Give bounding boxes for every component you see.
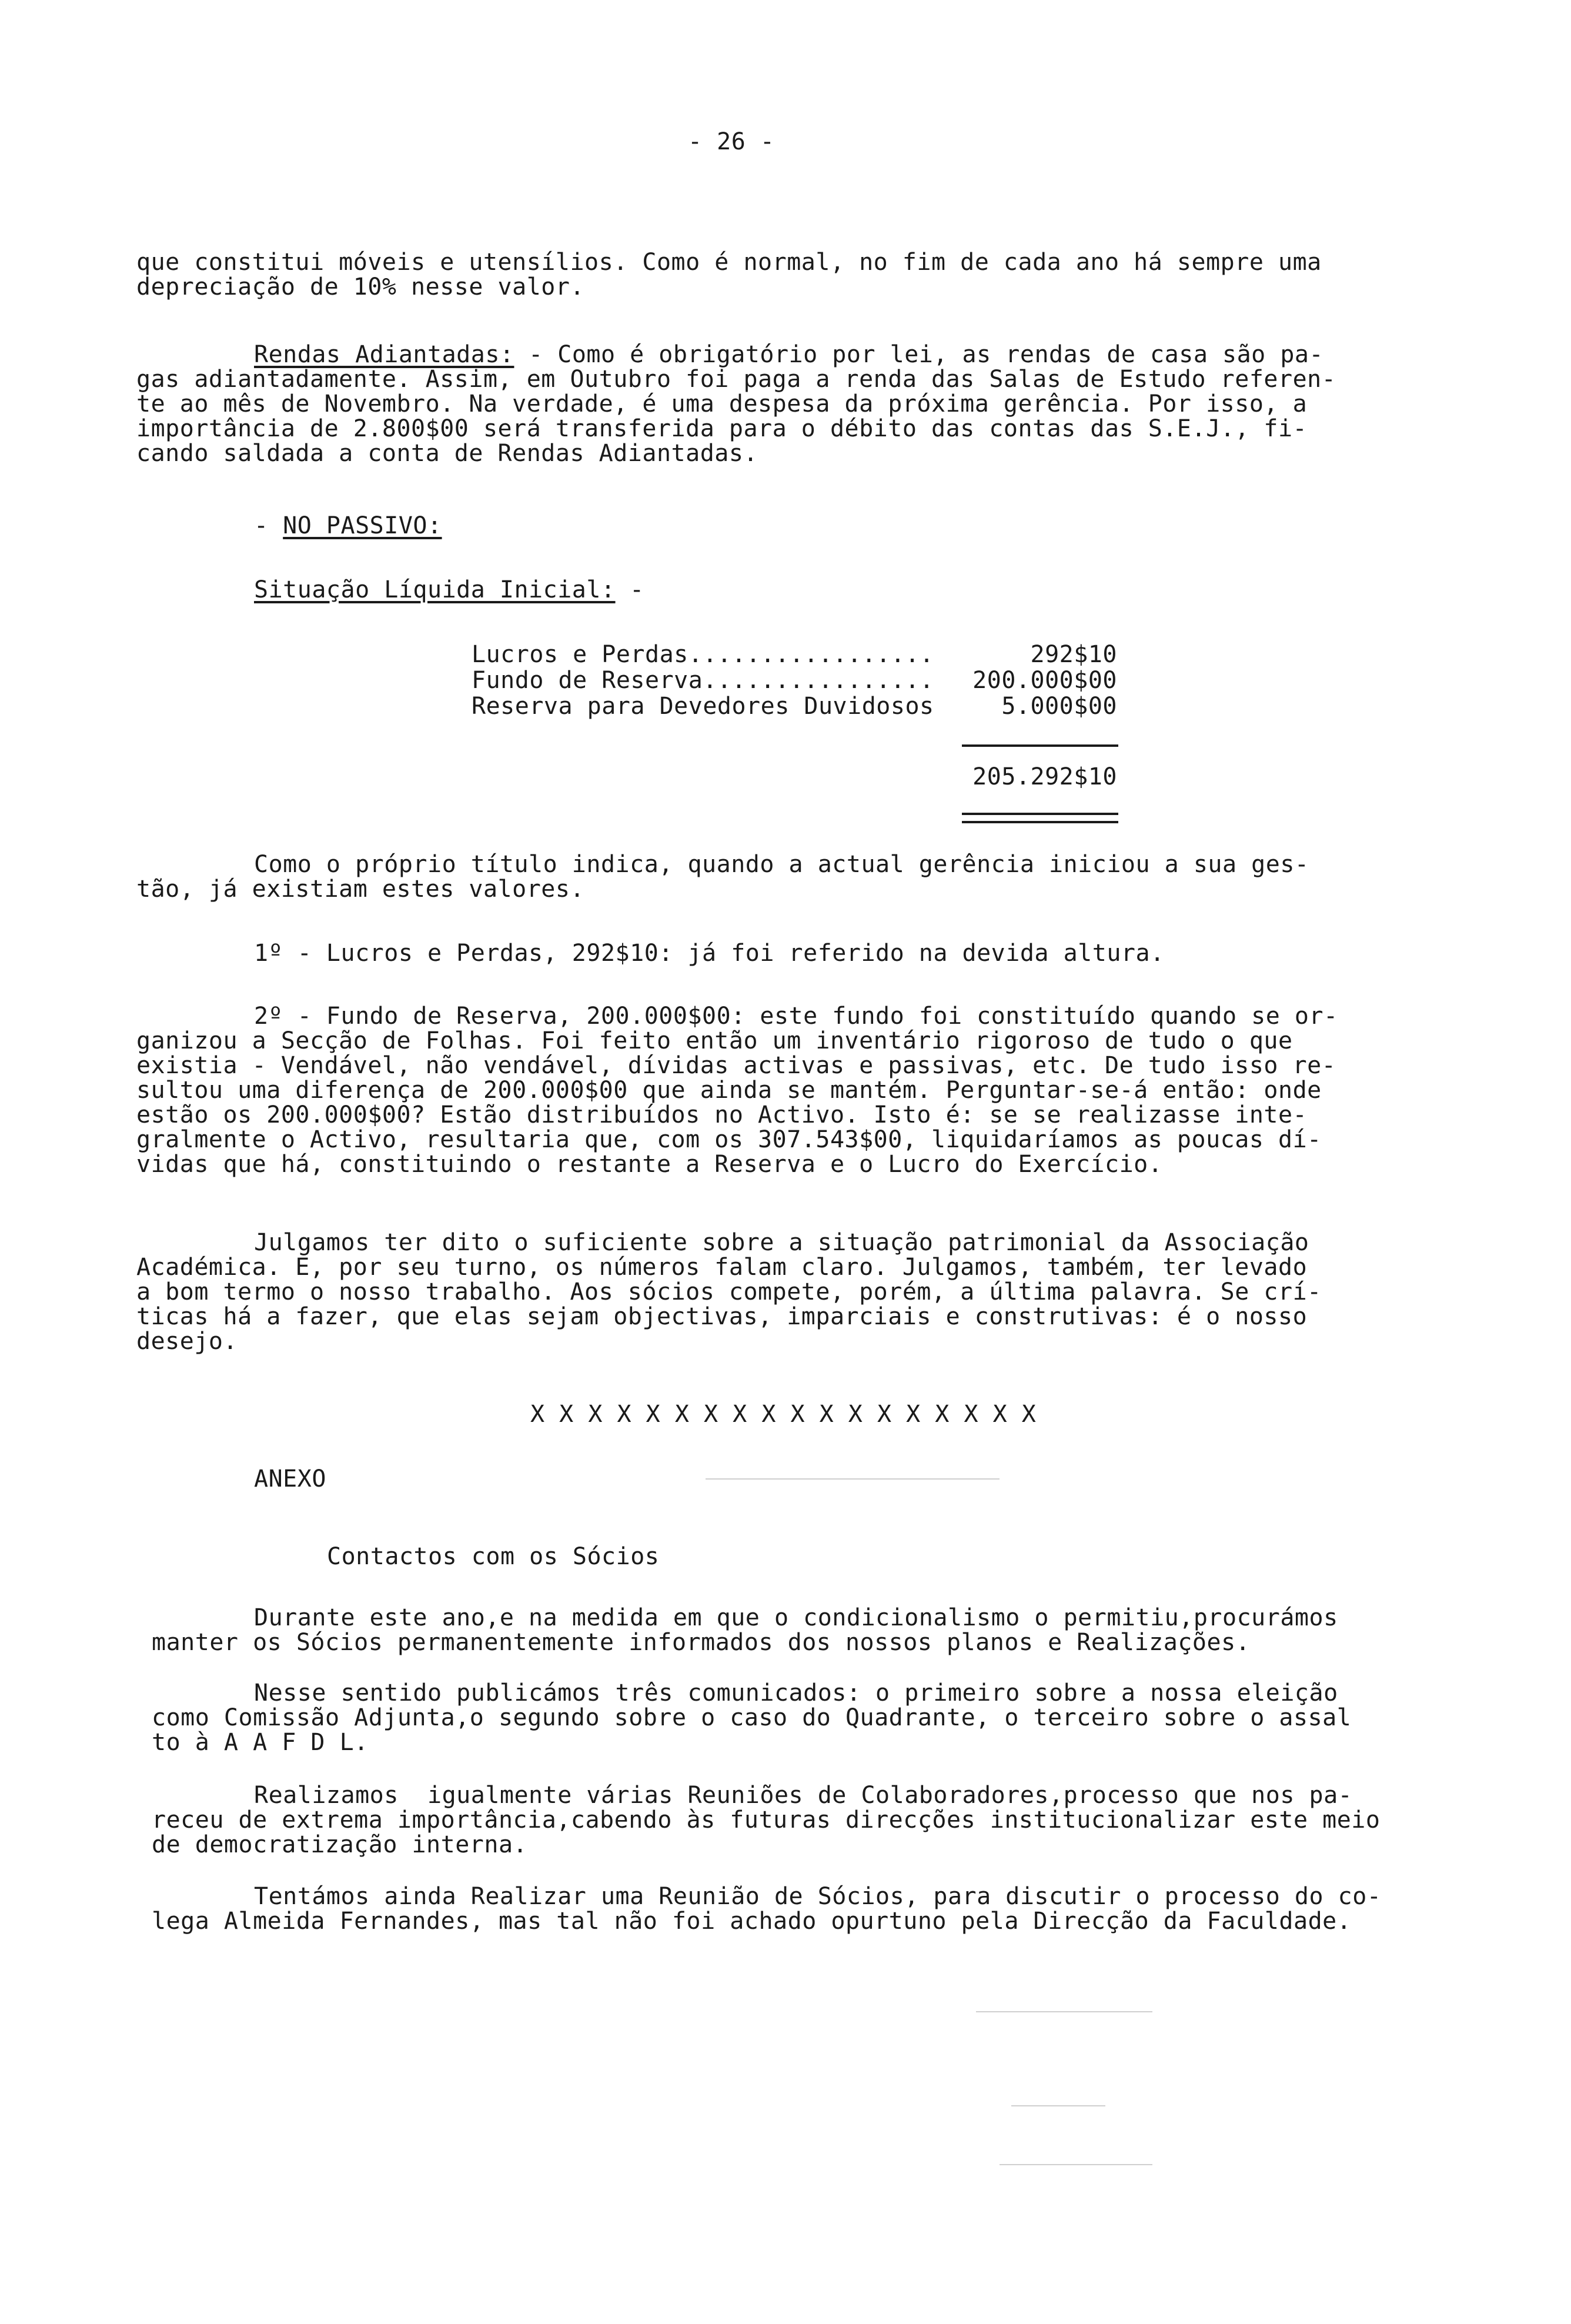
- heading-dash: -: [254, 512, 283, 539]
- section-heading-passivo: [254, 513, 442, 538]
- paragraph-line: Julgamos ter dito o suficiente sobre a situação patrimonial da Associação: [254, 1229, 1309, 1256]
- paragraph-line: receu de extrema importância,cabendo às futuras direcções institucionalizar este meio: [152, 1807, 1381, 1834]
- heading-label: NO PASSIVO:: [283, 512, 442, 539]
- paragraph-line: como Comissão Adjunta,o segundo sobre o caso do Quadrante, o terceiro sobre o assal: [152, 1704, 1352, 1731]
- paragraph-text: - Como é obrigatório por lei, as rendas de casa são pa-: [514, 341, 1324, 368]
- ledger-row-value: 292$10: [1030, 641, 1117, 668]
- paragraph-line: 1º - Lucros e Perdas, 292$10: já foi referido na devida altura.: [254, 940, 1165, 967]
- scan-artifact: [976, 2011, 1152, 2012]
- paragraph-line: que constitui móveis e utensílios. Como é normal, no fim de cada ano há sempre uma: [136, 249, 1322, 276]
- paragraph-line: Tentámos ainda Realizar uma Reunião de Sócios, para discutir o processo do co-: [254, 1883, 1382, 1910]
- paragraph-line: importância de 2.800$00 será transferida para o débito das contas das S.E.J., fi-: [136, 415, 1308, 442]
- ledger-row-label: Lucros e Perdas.................: [472, 641, 934, 668]
- section-heading-situacao: [254, 577, 644, 602]
- scan-artifact: [706, 1478, 1000, 1480]
- paragraph-line: Durante este ano,e na medida em que o condicionalismo o permitiu,procurámos: [254, 1604, 1338, 1631]
- paragraph-line: manter os Sócios permanentemente informados dos nossos planos e Realizações.: [152, 1629, 1251, 1656]
- paragraph-line: tão, já existiam estes valores.: [136, 876, 585, 903]
- scan-artifact: [1011, 2105, 1105, 2106]
- section-heading-contactos: Contactos com os Sócios: [327, 1543, 660, 1570]
- ledger-double-rule-bottom: [962, 821, 1118, 823]
- paragraph-line: Académica. E, por seu turno, os números falam claro. Julgamos, também, ter levado: [136, 1254, 1308, 1281]
- paragraph-line: lega Almeida Fernandes, mas tal não foi achado opurtuno pela Direcção da Faculdade.: [152, 1908, 1352, 1935]
- paragraph-line: gas adiantadamente. Assim, em Outubro foi paga a renda das Salas de Estudo referen-: [136, 366, 1336, 393]
- paragraph-line: estão os 200.000$00? Estão distribuídos no Activo. Isto é: se se realizasse inte-: [136, 1101, 1308, 1128]
- ledger-sum-rule: [962, 744, 1118, 747]
- annex-heading: ANEXO: [254, 1465, 326, 1492]
- paragraph-line: de democratização interna.: [152, 1831, 528, 1858]
- ledger-row-value: 5.000$00: [1001, 693, 1117, 720]
- paragraph-line: desejo.: [136, 1328, 238, 1355]
- paragraph-line: gralmente o Activo, resultaria que, com os 307.543$00, liquidaríamos as poucas dí-: [136, 1126, 1322, 1153]
- paragraph-line: ganizou a Secção de Folhas. Foi feito então um inventário rigoroso de tudo o que: [136, 1027, 1293, 1054]
- ledger-double-rule-top: [962, 813, 1118, 815]
- section-heading-rendas: Rendas Adiantadas:: [254, 341, 514, 368]
- paragraph-line: sultou uma diferença de 200.000$00 que ainda se mantém. Perguntar-se-á então: onde: [136, 1077, 1322, 1104]
- ledger-row-label: Reserva para Devedores Duvidosos: [472, 693, 934, 720]
- paragraph-line: vidas que há, constituindo o restante a Reserva e o Lucro do Exercício.: [136, 1151, 1163, 1178]
- paragraph-line: a bom termo o nosso trabalho. Aos sócios compete, porém, a última palavra. Se crí-: [136, 1278, 1322, 1305]
- paragraph-line: existia - Vendável, não vendável, dívidas activas e passivas, etc. De tudo isso re-: [136, 1052, 1336, 1079]
- ledger-row-value: 200.000$00: [972, 667, 1117, 694]
- paragraph-line: [254, 342, 1323, 367]
- page-number: - 26 -: [688, 128, 775, 155]
- paragraph-line: to à A A F D L.: [152, 1729, 369, 1756]
- paragraph-line: Como o próprio título indica, quando a actual gerência iniciou a sua ges-: [254, 851, 1309, 878]
- paragraph-line: ticas há a fazer, que elas sejam objectivas, imparciais e construtivas: é o nosso: [136, 1303, 1308, 1330]
- ledger-total: 205.292$10: [972, 763, 1117, 790]
- separator-line: X X X X X X X X X X X X X X X X X X: [530, 1401, 1037, 1428]
- paragraph-line: te ao mês de Novembro. Na verdade, é uma despesa da próxima gerência. Por isso, a: [136, 390, 1308, 418]
- heading-dash: -: [615, 576, 644, 603]
- heading-label: Situação Líquida Inicial:: [254, 576, 616, 603]
- paragraph-line: Realizamos igualmente várias Reuniões de Colaboradores,processo que nos pa-: [254, 1782, 1353, 1809]
- paragraph-line: Nesse sentido publicámos três comunicados: o primeiro sobre a nossa eleição: [254, 1679, 1338, 1707]
- paragraph-line: depreciação de 10% nesse valor.: [136, 273, 585, 300]
- ledger-row-label: Fundo de Reserva................: [472, 667, 934, 694]
- paragraph-line: cando saldada a conta de Rendas Adiantadas.: [136, 440, 758, 467]
- scan-artifact: [1000, 2164, 1152, 2165]
- paragraph-line: 2º - Fundo de Reserva, 200.000$00: este fundo foi constituído quando se or-: [254, 1003, 1338, 1030]
